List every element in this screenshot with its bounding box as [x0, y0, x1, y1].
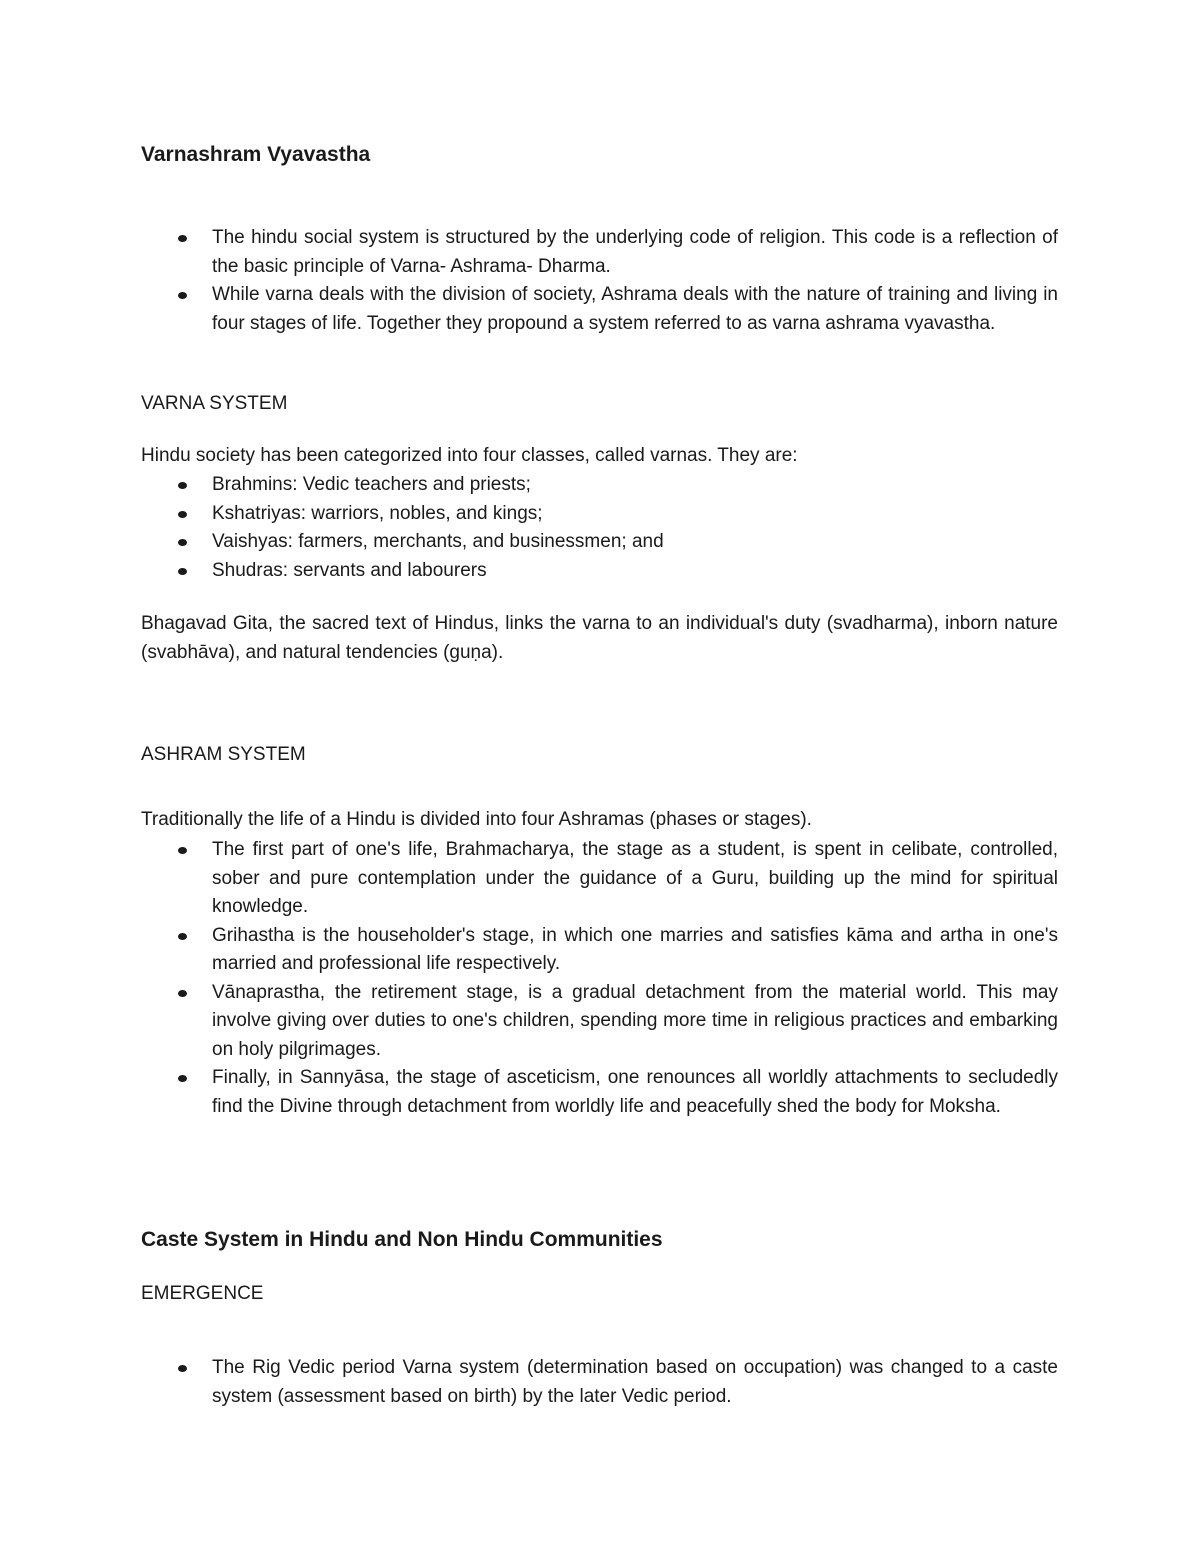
ashram-intro-text: Traditionally the life of a Hindu is divided into four Ashramas (phases or stages).	[141, 809, 812, 830]
list-item: Shudras: servants and labourers	[141, 557, 1058, 586]
intro-bullet-list	[141, 224, 1058, 338]
list-item: The Rig Vedic period Varna system (determination based on occupation) was changed to a caste system (assessment based on birth) by the later Vedic period.	[141, 1354, 1058, 1411]
bullet-icon	[178, 292, 187, 299]
list-item: Vaishyas: farmers, merchants, and businessmen; and	[141, 528, 1058, 557]
list-item: Finally, in Sannyāsa, the stage of asceticism, one renounces all worldly attachments to secludedly find the Divine through detachment from worldly life and peacefully shed the body for Moksha.	[141, 1064, 1058, 1121]
varna-intro-text: Hindu society has been categorized into four classes, called varnas. They are:	[141, 445, 798, 466]
list-item: Kshatriyas: warriors, nobles, and kings;	[141, 500, 1058, 529]
list-item: Brahmins: Vedic teachers and priests;	[141, 471, 1058, 500]
bullet-icon	[178, 482, 187, 489]
emergence-bullet-list	[141, 1354, 1058, 1411]
bullet-icon	[178, 539, 187, 546]
bullet-icon	[178, 933, 187, 940]
varna-classes-list	[141, 471, 1058, 585]
ashram-system-heading: ASHRAM SYSTEM	[141, 744, 306, 765]
bullet-icon	[178, 1075, 187, 1082]
section-title-caste-system: Caste System in Hindu and Non Hindu Communities	[141, 1228, 663, 1251]
list-item: The hindu social system is structured by the underlying code of religion. This code is a reflection of the basic principle of Varna- Ashrama- Dharma.	[141, 224, 1058, 281]
list-item: Vānaprastha, the retirement stage, is a gradual detachment from the material world. This may involve giving over duties to one's children, spending more time in religious practices and embarking on holy pilgrimages.	[141, 979, 1058, 1065]
bullet-icon	[178, 847, 187, 854]
bullet-icon	[178, 1365, 187, 1372]
list-item: The first part of one's life, Brahmacharya, the stage as a student, is spent in celibate, controlled, sober and pure contemplation under the guidance of a Guru, building up the mind for spiritual knowledge.	[141, 836, 1058, 922]
bullet-icon	[178, 235, 187, 242]
section-title-varnashram: Varnashram Vyavastha	[141, 143, 371, 166]
list-item: Grihastha is the householder's stage, in which one marries and satisfies kāma and artha in one's married and professional life respectively.	[141, 922, 1058, 979]
bullet-icon	[178, 568, 187, 575]
ashram-stages-list	[141, 836, 1058, 1121]
bullet-icon	[178, 990, 187, 997]
bullet-icon	[178, 511, 187, 518]
emergence-heading: EMERGENCE	[141, 1283, 264, 1304]
list-item: While varna deals with the division of society, Ashrama deals with the nature of training and living in four stages of life. Together they propound a system referred to as varna ashrama vyavastha.	[141, 281, 1058, 338]
bhagavad-gita-paragraph: Bhagavad Gita, the sacred text of Hindus, links the varna to an individual's duty (svadharma), inborn nature (svabhāva), and natural tendencies (guṇa).	[141, 613, 1058, 663]
varna-system-heading: VARNA SYSTEM	[141, 393, 288, 414]
